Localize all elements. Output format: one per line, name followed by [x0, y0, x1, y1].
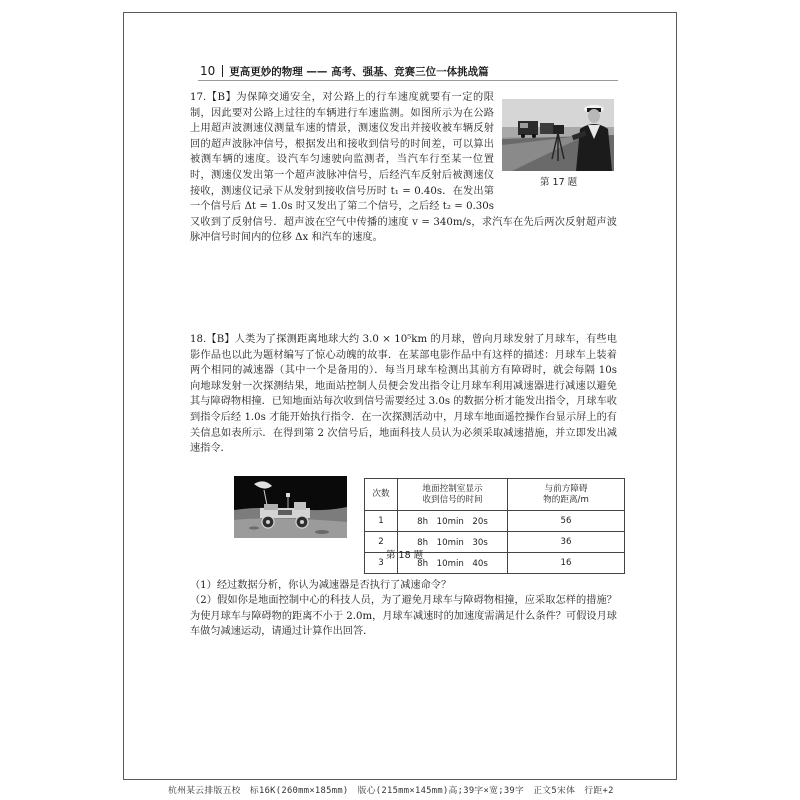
page-header	[200, 64, 489, 79]
question-18-1: （1）经过数据分析，你认为减速器是否执行了减速命令？	[190, 580, 452, 591]
problem-17-text: 17.【B】为保障交通安全，对公路上的行车速度就要有一定的限制，因此要对公路上过往的车辆进行车速监测。如图所示为在公路上用超声波测速仪测量车速的情景，测速仪发出并接收被车辆反射回的超声波脉冲信号，根据发出和接收到信号的时间差，可以算出被测车辆的速度。设汽车匀速驶向监测者，当汽车行至某一位置时，测速仪发出第一个超声波脉冲信号，后经汽车反射后被测速仪接收，测速仪记录下从发射到接收信号历时 t₁ = 0.40s．在发出第一个信号后 Δt = 1.0s 时又发出了第二个信号，之后经 t₂ = 0.30s 又收到了反射信号．超声波在空气中传播的速度 v = 340m/s，求汽车在先后两次反射超声波脉冲信号时间内的位移 Δx 和汽车的速度。	[190, 92, 617, 244]
header-count	[365, 479, 398, 511]
traffic-officer-illustration	[502, 99, 614, 171]
header-time-line2: 收到信号的时间	[422, 494, 483, 505]
cell-count: 2	[365, 532, 398, 553]
header-time	[398, 479, 508, 511]
header-distance	[508, 479, 625, 511]
table-header-row	[365, 479, 625, 511]
page-number: 10	[200, 64, 216, 78]
speed-camera-photo	[502, 99, 614, 171]
figure-18-caption: 第 18 题	[386, 550, 424, 561]
question-18-2: （2）假如你是地面控制中心的科技人员，为了避免月球车与障碍物相撞，应采取怎样的措施？为使月球车与障碍物的距离不小于 2.0m，月球车减速时的加速度需满足什么条件？可假设月球车做匀减速运动，请通过计算作出回答．	[190, 595, 617, 638]
cell-distance: 56	[508, 511, 625, 532]
header-distance-line2: 物的距离/m	[543, 494, 589, 505]
figure-17-caption: 第 17 题	[540, 177, 578, 188]
print-spec-footer: 杭州某云排版五校 标16K(260mm×185mm) 版心(215mm×145mm)高;39字×宽;39字 正文5宋体 行距+2	[168, 786, 614, 796]
cell-distance: 36	[508, 532, 625, 553]
lunar-rover-illustration	[234, 476, 347, 538]
header-time-line1: 地面控制室显示	[422, 483, 483, 494]
table-row	[365, 511, 625, 532]
cell-count: 1	[365, 511, 398, 532]
header-rule	[198, 80, 618, 81]
cell-distance: 16	[508, 553, 625, 574]
cell-time: 8h 10min 20s	[398, 511, 508, 532]
header-count-label: 次数	[372, 489, 390, 499]
lunar-rover-photo	[234, 476, 347, 538]
cell-time: 8h 10min 30s	[398, 532, 508, 553]
problem-18-text: 18.【B】人类为了探测距离地球大约 3.0 × 10⁵km 的月球，曾向月球发射了月球车，有些电影作品也以此为题材编写了惊心动魄的故事．在某部电影作品中有这样的描述：月球车上装着两个相同的减速器（其中一个是备用的）．每当月球车检测出其前方有障碍时，就会每隔 10s 向地球发射一次探测结果，地面站控制人员便会发出指令让月球车利用减速器进行减速以避免其与障碍物相撞．已知地面站每次收到信号需要经过 3.0s 的数据分析才能发出指令，月球车收到指令后经 1.0s 才能开始执行指令．在一次探测活动中，月球车地面遥控操作台显示屏上的有关信息如表所示．在得到第 2 次信号后，地面科技人员认为必须采取减速措施，并立即发出减速指令．	[190, 334, 617, 455]
header-divider	[222, 65, 223, 77]
book-title: 更高更妙的物理 —— 高考、强基、竞赛三位一体挑战篇	[229, 66, 489, 78]
cell-time: 8h 10min 40s	[398, 553, 508, 574]
header-distance-line1: 与前方障碍	[544, 483, 588, 494]
cell-count: 3	[365, 553, 398, 574]
